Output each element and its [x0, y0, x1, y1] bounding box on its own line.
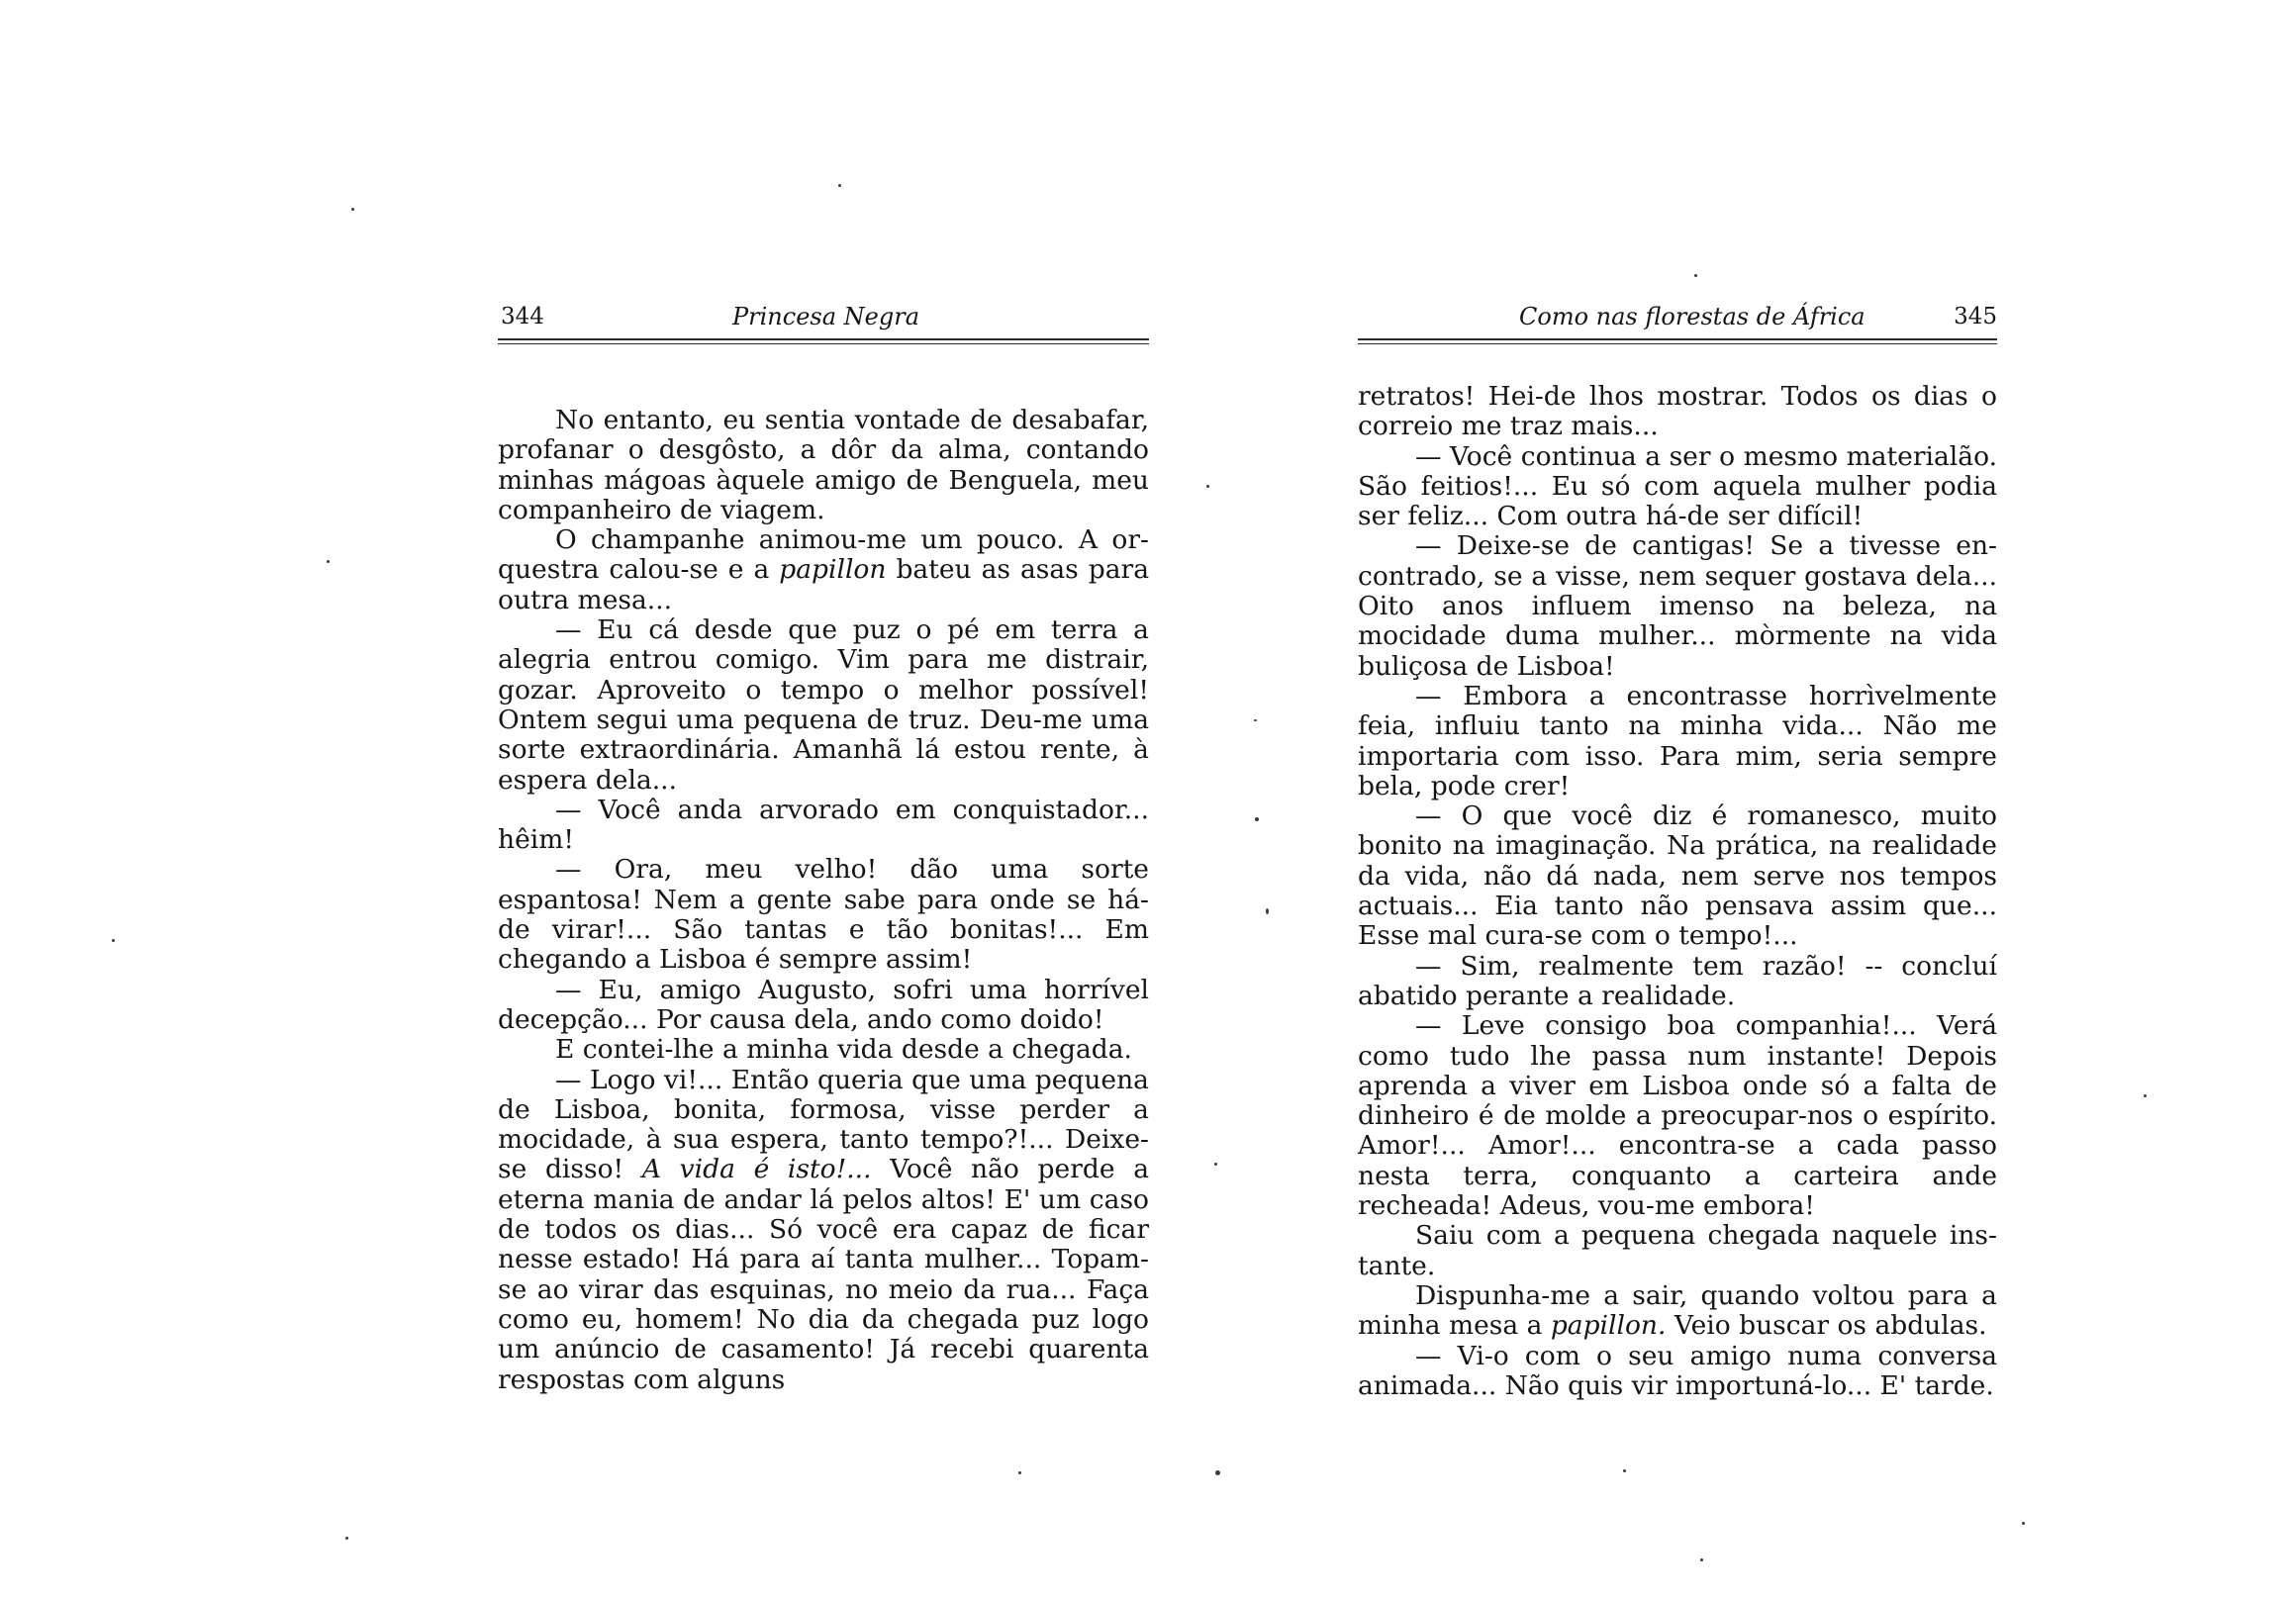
running-head [1358, 297, 1997, 336]
scan-speck [1215, 1470, 1220, 1475]
paragraph: — Logo vi!... Então queria que uma pequena de Lisboa, bonita, formosa, visse perder a mocidade, à sua espera, tanto tempo?!... Deixe-se disso! A vida é isto!... Você não perde a eterna mania de andar lá pelos altos! E' um caso de todos os dias... Só você era capaz de ficar nesse estado! Há para aí tanta mulher... Topam-se ao virar das esquinas, no meio da rua... Faça como eu, homem! No dia da chegada puz logo um anúncio de casamento! Já recebi quarenta respostas com alguns [498, 1064, 1149, 1395]
paragraph: — Deixe-se de cantigas! Se a tivesse encontrado, se a visse, nem sequer gostava dela... Oito anos influem imenso na beleza, na mocidade duma mulher... mòrmente na vida buliçosa de Lisboa! [1358, 530, 1997, 682]
paragraph: — Você continua a ser o mesmo materialão. São feitios!... Eu só com aquela mulher podia ser feliz... Com outra há-de ser difícil! [1358, 440, 1997, 532]
scan-speck [345, 1537, 348, 1540]
scan-speck [1254, 719, 1257, 721]
paragraph: — Sim, realmente tem razão! -- concluí abatido perante a realidade. [1358, 950, 1997, 1011]
body-text [498, 406, 1149, 1395]
scan-speck [1266, 908, 1269, 914]
scan-speck [1700, 1558, 1703, 1561]
paragraph: — O que você diz é romanesco, muito bonito na imaginação. Na prática, na realidade da vida, não dá nada, nem serve nos tempos actuais... Eia tanto não pensava assim que... Esse mal cura-se com o tempo!... [1358, 800, 1997, 952]
paragraph: No entanto, eu sentia vontade de desabafar, profanar o desgôsto, a dôr da alma, contando minhas mágoas àquele amigo de Benguela, meu companheiro de viagem. [498, 405, 1149, 525]
scan-speck [351, 208, 354, 211]
scan-speck [1255, 817, 1259, 821]
header-rule [1358, 338, 1997, 344]
scan-speck [838, 184, 841, 187]
paragraph: O champanhe animou-me um pouco. A orquestra calou-se e a papillon bateu as asas para outra mesa... [498, 524, 1150, 615]
header-rule [498, 338, 1149, 344]
scan-speck [1018, 1471, 1021, 1474]
running-title: Princesa Negra [732, 303, 919, 330]
paragraph: Dispunha-me a sair, quando voltou para a minha mesa a papillon. Veio buscar os abdulas. [1358, 1279, 1997, 1342]
paragraph: — Eu, amigo Augusto, sofri uma horrível decepção... Por causa dela, ando como doido! [498, 974, 1149, 1035]
scan-speck [327, 560, 330, 563]
scan-speck [2022, 1522, 2025, 1525]
right-page [1358, 297, 1997, 1401]
scan-speck [112, 939, 115, 942]
paragraph: — Eu cá desde que puz o pé em terra a alegria entrou comigo. Vim para me distrair, gozar. Aproveito o tempo o melhor possível! Ontem segui uma pequena de truz. Deu-me uma sorte extraordinária. Amanhã lá estou rente, à espera dela... [498, 614, 1149, 796]
scan-speck [1206, 485, 1209, 488]
paragraph: retratos! Hei-de lhos mostrar. Todos os dias o correio me traz mais... [1358, 381, 1997, 442]
paragraph: — Vi-o com o seu amigo numa conversa animada... Não quis vir importuná-lo... E' tarde. [1358, 1340, 1997, 1401]
running-title: Como nas florestas de África [1519, 303, 1866, 330]
paragraph: — Você anda arvorado em conquistador... hêim! [498, 794, 1149, 856]
page-number: 344 [501, 304, 544, 329]
paragraph: — Leve consigo boa companhia!... Verá como tudo lhe passa num instante! Depois aprenda a viver em Lisboa onde só a falta de dinheiro é de molde a preocupar-nos o espírito. Amor!... Amor!... encontra-se a cada passo nesta terra, conquanto a carteira ande recheada! Adeus, vou-me embora! [1358, 1010, 1997, 1222]
scan-speck [1694, 274, 1697, 277]
paragraph: E contei-lhe a minha vida desde a chegada. [555, 1034, 1132, 1066]
scan-speck [2144, 1094, 2147, 1097]
paragraph: — Embora a encontrasse horrìvelmente feia, influiu tanto na minha vida... Não me importaria com isso. Para mim, seria sempre bela, pode crer! [1358, 680, 1997, 801]
page-number: 345 [1954, 304, 1997, 329]
paragraph: Saiu com a pequena chegada naquele instante. [1358, 1220, 1997, 1281]
left-page [498, 297, 1149, 1395]
scan-speck [1214, 1163, 1217, 1166]
scan-speck [1623, 1469, 1626, 1472]
paragraph: — Ora, meu velho! dão uma sorte espantosa! Nem a gente sabe para onde se há-de virar!... São tantas e tão bonitas!... Em chegando a Lisboa é sempre assim! [498, 854, 1149, 976]
running-head [498, 297, 1149, 336]
body-text [1358, 382, 1997, 1401]
